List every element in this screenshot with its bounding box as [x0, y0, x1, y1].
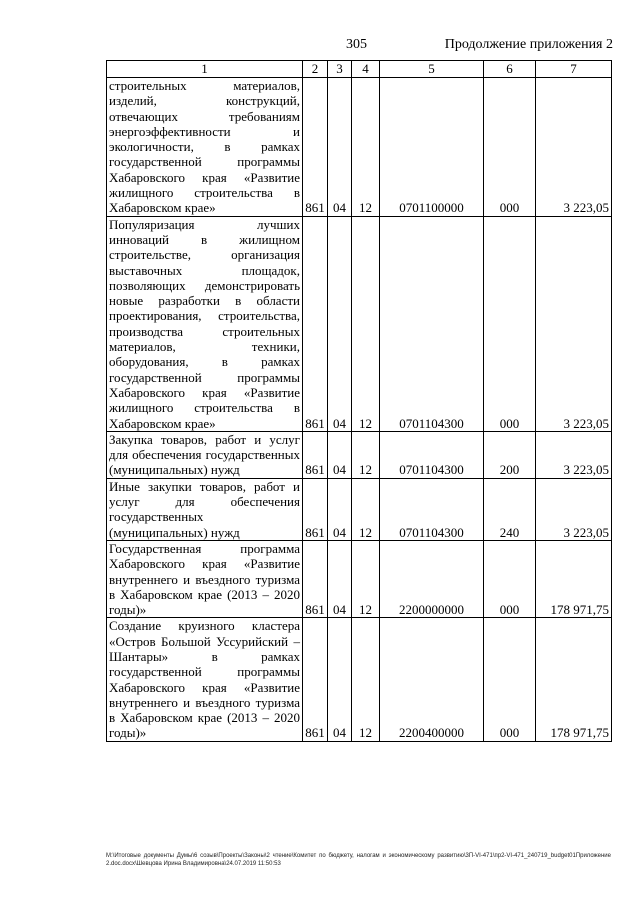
column-header: 4: [352, 61, 380, 78]
table-row: [107, 431, 612, 478]
column-header: 5: [380, 61, 484, 78]
table-row: [107, 618, 612, 741]
expense-name-cell: Государственная программа Хабаровского края «Развитие внутреннего и въездного туризма в Хабаровском крае (2013 – 2020 годы)»: [107, 540, 303, 617]
subsection-code-cell: 12: [352, 216, 380, 431]
ministry-code-cell: 861: [303, 78, 328, 217]
amount-cell: 3 223,05: [536, 478, 612, 540]
section-code-cell: 04: [328, 618, 352, 741]
ministry-code-cell: 861: [303, 618, 328, 741]
column-header: 6: [484, 61, 536, 78]
target-code-cell: 2200400000: [380, 618, 484, 741]
target-code-cell: 0701104300: [380, 431, 484, 478]
target-code-cell: 0701104300: [380, 478, 484, 540]
target-code-cell: 0701100000: [380, 78, 484, 217]
column-header: 2: [303, 61, 328, 78]
expense-name-cell: Популяризация лучших инноваций в жилищном строительстве, организация выставочных площадок, позволяющих демонстрировать новые разработки в области проектирования, строительства, производства строительных материалов, техники, оборудования, в рамках государственной программы Хабаровского края «Развитие жилищного строительства в Хабаровском крае»: [107, 216, 303, 431]
expense-type-cell: 000: [484, 216, 536, 431]
document-footer-path: M:\Итоговые документы Думы\6 созыв\Проекты\Законы\2 чтение\Комитет по бюджету, налогам и экономическому развитию\3П-VI-471\пр2-VI-471_240719_budget01Приложение 2.doc.docx\Шевцова Ирина Владимировна\24.07.2019 11:50:53: [106, 853, 611, 867]
section-code-cell: 04: [328, 216, 352, 431]
expense-name-cell: строительных материалов, изделий, конструкций, отвечающих требованиям энергоэффективности и экологичности, в рамках государственной программы Хабаровского края «Развитие жилищного строительства в Хабаровском крае»: [107, 78, 303, 217]
page-number: 305: [346, 37, 367, 52]
appendix-continuation-label: Продолжение приложения 2: [444, 37, 613, 52]
subsection-code-cell: 12: [352, 478, 380, 540]
expense-name-cell: Закупка товаров, работ и услуг для обеспечения государственных (муниципальных) нужд: [107, 431, 303, 478]
target-code-cell: 0701104300: [380, 216, 484, 431]
expense-type-cell: 200: [484, 431, 536, 478]
expense-name-cell: Создание круизного кластера «Остров Большой Уссурийский – Шантары» в рамках государственной программы Хабаровского края «Развитие внутреннего и въездного туризма в Хабаровском крае (2013 – 2020 годы)»: [107, 618, 303, 741]
column-header: 7: [536, 61, 612, 78]
section-code-cell: 04: [328, 431, 352, 478]
ministry-code-cell: 861: [303, 216, 328, 431]
subsection-code-cell: 12: [352, 618, 380, 741]
ministry-code-cell: 861: [303, 478, 328, 540]
amount-cell: 178 971,75: [536, 540, 612, 617]
table-row: [107, 478, 612, 540]
column-number-row: [107, 61, 612, 78]
section-code-cell: 04: [328, 78, 352, 217]
subsection-code-cell: 12: [352, 78, 380, 217]
column-header: 3: [328, 61, 352, 78]
amount-cell: 3 223,05: [536, 78, 612, 217]
amount-cell: 3 223,05: [536, 431, 612, 478]
subsection-code-cell: 12: [352, 540, 380, 617]
section-code-cell: 04: [328, 478, 352, 540]
amount-cell: 3 223,05: [536, 216, 612, 431]
table-row: [107, 216, 612, 431]
ministry-code-cell: 861: [303, 431, 328, 478]
budget-table: [106, 60, 612, 742]
target-code-cell: 2200000000: [380, 540, 484, 617]
expense-name-cell: Иные закупки товаров, работ и услуг для обеспечения государственных (муниципальных) нужд: [107, 478, 303, 540]
table-row: [107, 78, 612, 217]
expense-type-cell: 000: [484, 618, 536, 741]
table-row: [107, 540, 612, 617]
column-header: 1: [107, 61, 303, 78]
expense-type-cell: 000: [484, 78, 536, 217]
page-header: [0, 37, 640, 57]
amount-cell: 178 971,75: [536, 618, 612, 741]
section-code-cell: 04: [328, 540, 352, 617]
subsection-code-cell: 12: [352, 431, 380, 478]
expense-type-cell: 000: [484, 540, 536, 617]
expense-type-cell: 240: [484, 478, 536, 540]
ministry-code-cell: 861: [303, 540, 328, 617]
